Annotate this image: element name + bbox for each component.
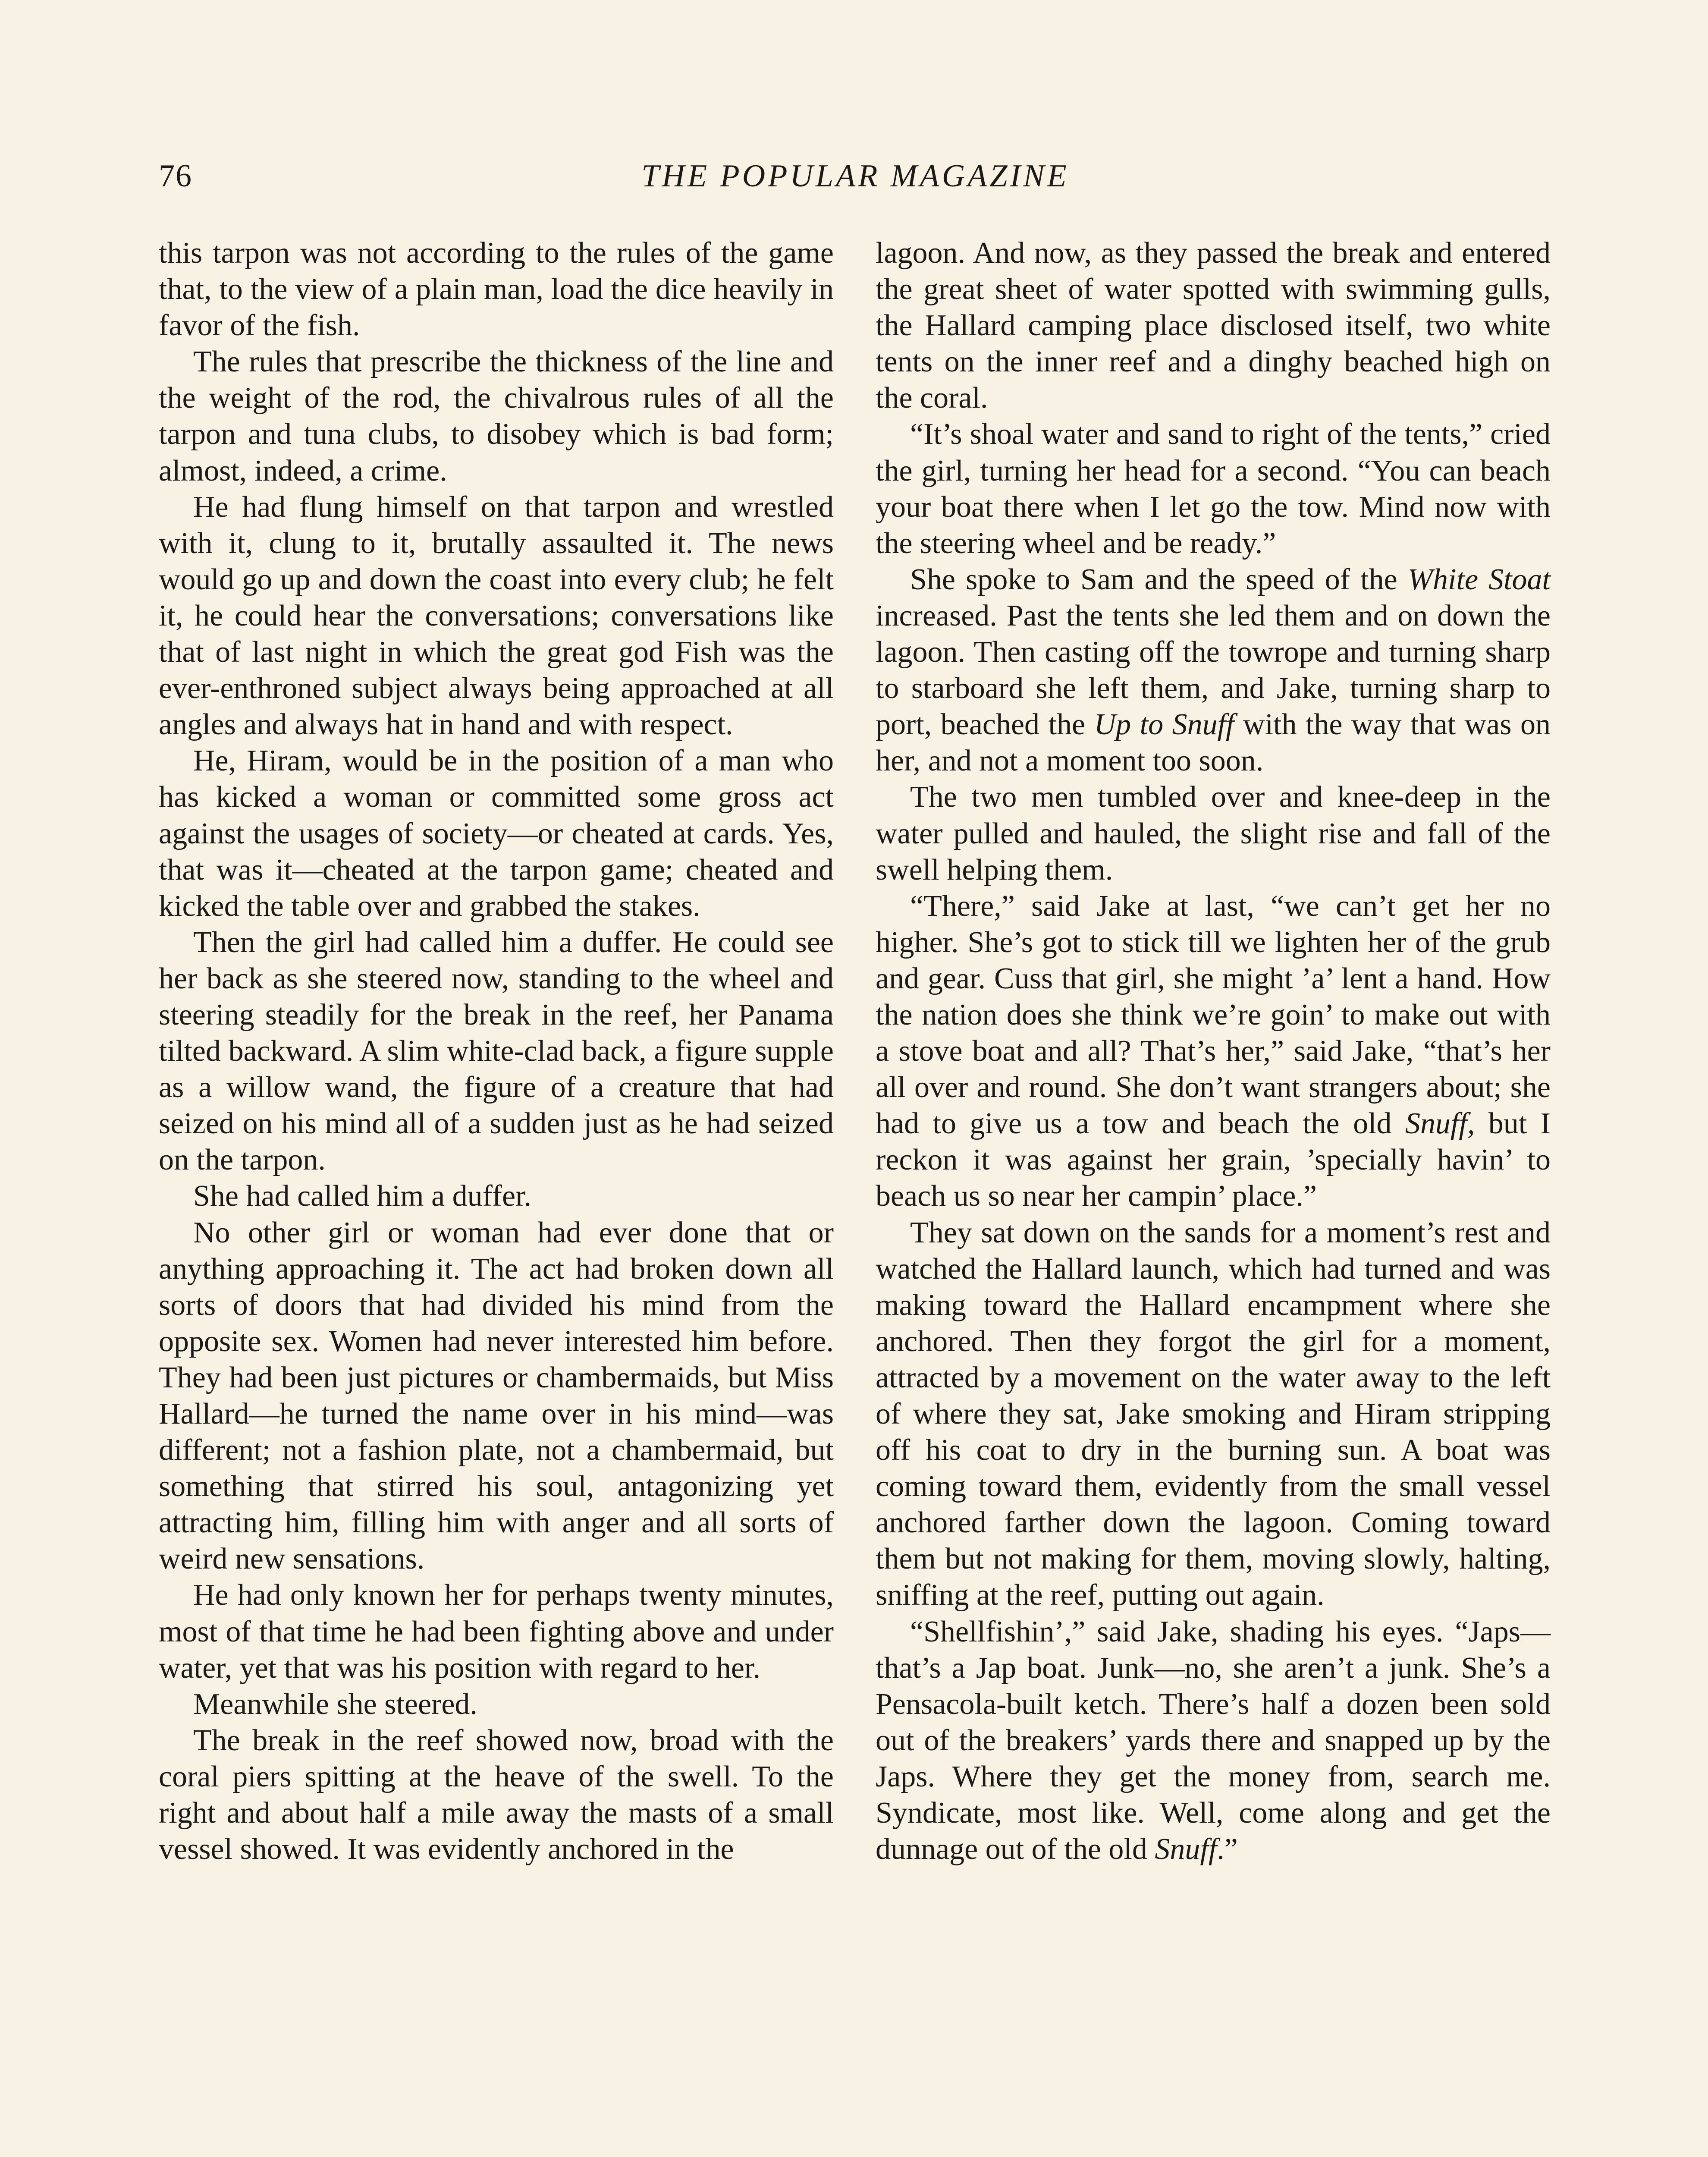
- paragraph: No other girl or woman had ever done that or anything approaching it. The act had broken down all sorts of doors that had divided his mind from the opposite sex. Women had never interested him before. They had been just pictures or chambermaids, but Miss Hallard—he turned the name over in his mind—was different; not a fashion plate, not a chambermaid, but something that stirred his soul, antagonizing yet attracting him, filling him with anger and all sorts of weird new sensations.: [159, 1216, 834, 1576]
- paragraph: He had only known her for perhaps twenty minutes, most of that time he had been fighting above and under water, yet that was his position with regard to her.: [159, 1578, 834, 1685]
- text-run: with the way that was on her, and not a moment too soon.: [876, 708, 1551, 778]
- text-run: .”: [1217, 1833, 1238, 1866]
- text-run: “Shellfishin’,” said Jake, shading his eyes. “Japs—that’s a Jap boat. Junk—no, she aren’t a junk. She’s a Pensacola-built ketch. There’s half a dozen been sold out of the breakers’ yards there and snapped up by the Japs. Where they get the money from, search me. Syndicate, most like. Well, come along and get the dunnage out of the old: [876, 1615, 1551, 1866]
- text-run: “There,” said Jake at last, “we can’t get her no higher. She’s got to stick till we lighten her of the grub and gear. Cuss that girl, she might ’a’ lent a hand. How the nation does she think we’re goin’ to make out with a stove boat and all? That’s her,” said Jake, “that’s her all over and round. She don’t want strangers about; she had to give us a tow and beach the old: [876, 889, 1551, 1141]
- right-column: [876, 235, 1551, 1868]
- text-run: but I reckon it was against her grain, ’specially havin’ to beach us so near her campin’ place.”: [876, 1107, 1551, 1213]
- paragraph: Meanwhile she steered.: [193, 1687, 477, 1721]
- boat-name: White Stoat: [1407, 563, 1551, 596]
- paragraph: [876, 562, 1551, 780]
- paragraph: [876, 888, 1551, 1215]
- paragraph: [876, 1614, 1551, 1868]
- paragraph: Then the girl had called him a duffer. He could see her back as she steered now, standing to the wheel and steering steadily for the break in the reef, her Panama tilted backward. A slim white-clad back, a figure supple as a willow wand, the figure of a creature that had seized on his mind all of a sudden just as he had seized on the tarpon.: [159, 925, 834, 1177]
- boat-name: Up to Snuff: [1094, 708, 1234, 742]
- paragraph: The rules that prescribe the thickness of the line and the weight of the rod, the chivalrous rules of all the tarpon and tuna clubs, to disobey which is bad form; almost, indeed, a crime.: [159, 345, 834, 487]
- paragraph: He had flung himself on that tarpon and wrestled with it, clung to it, brutally assaulted it. The news would go up and down the coast into every club; he felt it, he could hear the conversations; conversations like that of last night in which the great god Fish was the ever-enthroned subject always being approached at all angles and always hat in hand and with respect.: [159, 490, 834, 742]
- left-column: [159, 235, 834, 1868]
- paragraph: He, Hiram, would be in the position of a man who has kicked a woman or committed some gross act against the usages of society—or cheated at cards. Yes, that was it—cheated at the tarpon game; cheated and kicked the table over and grabbed the stakes.: [159, 744, 834, 923]
- paragraph: lagoon. And now, as they passed the break and entered the great sheet of water spotted with swimming gulls, the Hallard camping place disclosed itself, two white tents on the inner reef and a dinghy beached high on the coral.: [876, 236, 1551, 415]
- boat-name: Snuff,: [1405, 1107, 1475, 1141]
- boat-name: Snuff: [1155, 1833, 1217, 1866]
- paragraph: this tarpon was not according to the rules of the game that, to the view of a plain man, load the dice heavily in favor of the fish.: [159, 236, 834, 343]
- text-run: increased. Past the tents she led them and on down the lagoon. Then casting off the towrope and turning sharp to starboard she left them, and Jake, turning sharp to port, beached the: [876, 599, 1551, 742]
- paragraph: The break in the reef showed now, broad with the coral piers spitting at the heave of the swell. To the right and about half a mile away the masts of a small vessel showed. It was evidently anchored in the: [159, 1723, 834, 1866]
- running-head: THE POPULAR MAGAZINE: [641, 158, 1069, 194]
- text-run: She spoke to Sam and the speed of the: [910, 563, 1408, 596]
- paragraph: They sat down on the sands for a moment’s rest and watched the Hallard launch, which had turned and was making toward the Hallard encampment where she anchored. Then they forgot the girl for a moment, attracted by a movement on the water away to the left of where they sat, Jake smoking and Hiram stripping off his coat to dry in the burning sun. A boat was coming toward them, evidently from the small vessel anchored farther down the lagoon. Coming toward them but not making for them, moving slowly, halting, sniffing at the reef, putting out again.: [876, 1216, 1551, 1612]
- paragraph: “It’s shoal water and sand to right of the tents,” cried the girl, turning her head for a second. “You can beach your boat there when I let go the tow. Mind now with the steering wheel and be ready.”: [876, 418, 1551, 560]
- page-number: 76: [159, 158, 192, 194]
- paragraph: She had called him a duffer.: [193, 1179, 532, 1213]
- paragraph: The two men tumbled over and knee-deep in the water pulled and hauled, the slight rise and fall of the swell helping them.: [876, 780, 1551, 887]
